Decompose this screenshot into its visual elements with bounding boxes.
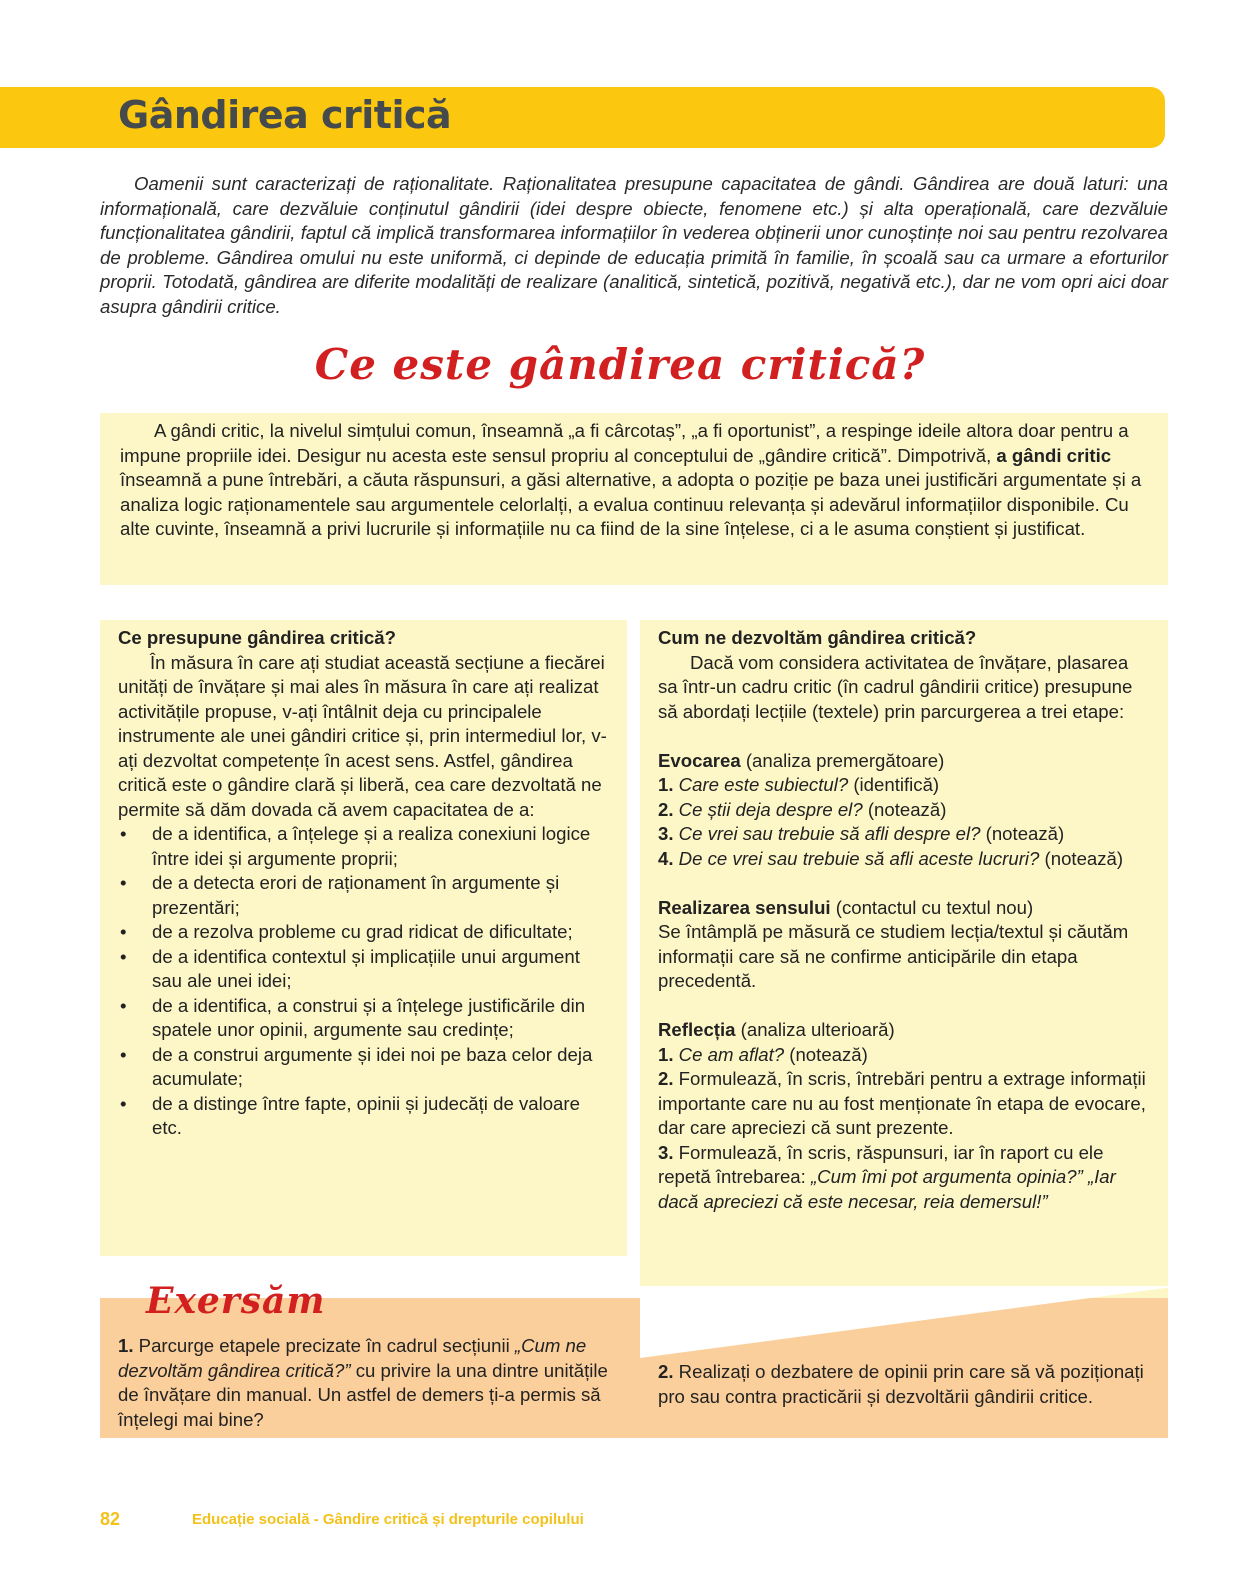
section-heading: Ce este gândirea critică? (314, 340, 926, 389)
list-item: • de a identifica, a construi și a înțelege justificările din spatele unor opinii, argumente sau credințe; (118, 994, 609, 1043)
left-box (100, 620, 627, 1256)
reflectie-item: 1. Ce am aflat? (notează) (658, 1043, 868, 1065)
intro-paragraph: Oamenii sunt caracterizați de raționalitate. Raționalitatea presupune capacitatea de gândi. Gândirea are două laturi: una informațională, care dezvăluie conținutul gândirii (idei despre obiecte, fenomene etc.) și alta operațională, care dezvăluie funcționalitatea gândirii, faptul că implică transformarea informațiilor în vederea obținerii unor cunoștințe noi sau pentru rezolvarea de probleme. Gândirea omului nu este uniformă, ci depinde de educația primită în familie, în școală sau ca urmare a eforturilor proprii. Totodată, gândirea are diferite modalități de realizare (analitică, sintetică, pozitivă, negativă etc.), dar ne vom opri aici doar asupra gândirii critice. (100, 173, 1168, 317)
list-item: • de a distinge între fapte, opinii și judecăți de valoare etc. (118, 1092, 609, 1141)
list-item: • de a rezolva probleme cu grad ridicat de dificultate; (118, 920, 609, 945)
exercise-1: 1. Parcurge etapele precizate în cadrul secțiunii „Cum ne dezvoltăm gândirea critică?” cu privire la una dintre unitățile de învățare din manual. Un astfel de demers ți-a permis să înțelegi mai bine? (118, 1335, 608, 1430)
exercise-2: 2. Realizați o dezbatere de opinii prin care să vă poziționați pro sau contra practicării și dezvoltării gândirii critice. (658, 1361, 1144, 1407)
footer-text: Educație socială - Gândire critică și drepturile copilului (192, 1511, 584, 1528)
right-box-intro: Dacă vom considera activitatea de învățare, plasarea sa într-un cadru critic (în cadrul gândirii critice) presupune să abordați lecțiile (textele) prin parcurgerea a trei etape: (658, 651, 1133, 722)
list-item: • de a identifica, a înțelege și a realiza conexiuni logice între idei și argumente proprii; (118, 822, 609, 871)
left-box-paragraph: În măsura în care ați studiat această secțiune a fiecărei unități de învățare și mai ales în măsura în care ați realizat activitățile propuse, v-ați întâlnit deja cu principalele instrumente ale unei gândiri critice și, prin intermediul lor, v-ați dezvoltat competențe în acest sens. Astfel, gândirea critică este o gândire clară și liberă, cea care dezvoltată ne permite să dăm dovada că avem capacitatea de a: (118, 651, 607, 820)
reflectie-item: 2. Formulează, în scris, întrebări pentru a extrage informații importante care nu au fost menționate în etapa de evocare, dar care apreciezi că sunt prezente. (658, 1068, 1146, 1138)
evocare-item: 1. Care este subiectul? (identifică) (658, 774, 940, 795)
sens-title: Realizarea sensului (contactul cu textul nou) (658, 896, 1034, 918)
evocare-item: 3. Ce vrei sau trebuie să afli despre el? (notează) (658, 823, 1065, 844)
definition-box (100, 413, 1168, 585)
reflectie-item: 3. Formulează, în scris, răspunsuri, iar în raport cu ele repetă întrebarea: „Cum îmi pot argumenta opinia?” „Iar dacă apreciezi că este necesar, reia demersul!” (658, 1141, 1116, 1212)
evocare-item: 4. De ce vrei sau trebuie să afli aceste lucruri? (notează) (658, 847, 1124, 869)
skills-list (118, 822, 609, 1141)
evocare-title: Evocarea (analiza premergătoare) (658, 749, 945, 771)
right-box-heading: Cum ne dezvoltăm gândirea critică? (658, 627, 977, 648)
list-item: • de a construi argumente și idei noi pe baza celor deja acumulate; (118, 1043, 609, 1092)
reflectie-title: Reflecția (analiza ulterioară) (658, 1019, 895, 1040)
title-bar (0, 87, 1165, 148)
page-title: Gândirea critică (118, 93, 452, 137)
evocare-item: 2. Ce știi deja despre el? (notează) (658, 798, 947, 820)
sens-text: Se întâmplă pe măsură ce studiem lecția/textul și căutăm informații care să ne confirme anticipările din etapa precedentă. (658, 921, 1129, 991)
definition-text: A gândi critic, la nivelul simțului comun, înseamnă „a fi cârcotaș”, „a fi oportunist”, a respinge ideile altora doar pentru a impune propriile idei. Desigur nu acesta este sensul propriu al conceptului de „gândire critică”. Dimpotrivă, a gândi critic înseamnă a pune întrebări, a căuta răspunsuri, a găsi alternative, a adopta o poziție pe baza unei justificări argumentate și a analiza logic raționamentele sau argumentele celorlalți, a evalua continuu relevanța și adevărul informațiilor disponibile. Cu alte cuvinte, înseamnă a privi lucrurile și informațiile nu ca fiind de la sine înțelese, ci a le asuma conștient și justificat. (120, 420, 1142, 539)
right-box (640, 620, 1168, 1300)
list-item: • de a identifica contextul și implicațiile unui argument sau ale unei idei; (118, 945, 609, 994)
list-item: • de a detecta erori de raționament în argumente și prezentări; (118, 871, 609, 920)
left-box-heading: Ce presupune gândirea critică? (118, 627, 396, 648)
page-number: 82 (100, 1509, 121, 1529)
exercise-heading: Exersăm (146, 1280, 326, 1322)
